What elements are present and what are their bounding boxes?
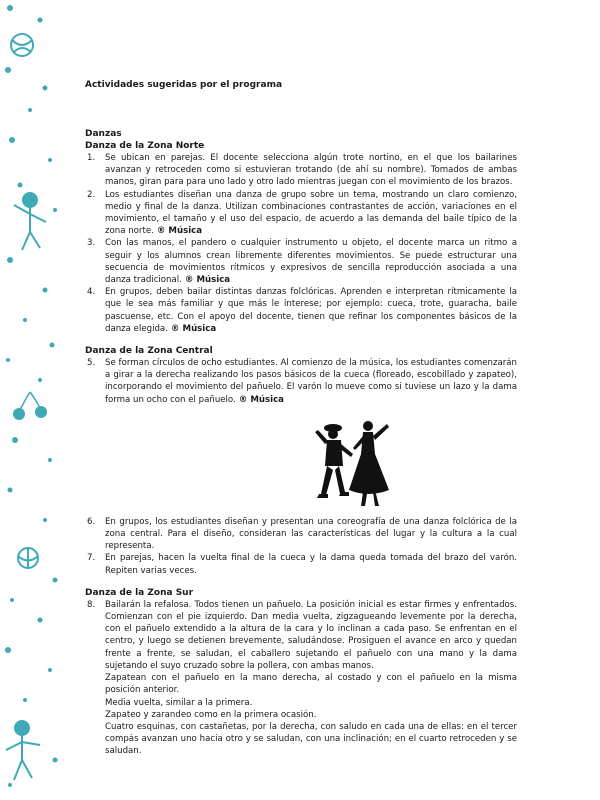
item-text: Se forman círculos de ocho estudiantes. Al comienzo de la música, los estudiantes comenzarán a girar a la derecha realizando los pasos básicos de la cueca (floreado, escobillado y zapateo), incorporando el movimiento del pañuelo. El varón lo mueve como si tuviese un lazo y la dama forma un ocho con el pañuelo.	[105, 358, 517, 405]
item-number: 2.	[87, 189, 96, 200]
list-central	[85, 357, 517, 406]
musica-reference: ® Música	[235, 394, 284, 405]
extra-step: Zapateo y zarandeo como en la primera ocasión.	[105, 709, 317, 720]
extra-step: Cuatro esquinas, con castañetas, por la derecha, con saludo en cada una de ellas: en el tercer compás avanzan uno hacia otro y se saludan, con una inclinación; en el cuarto retroceden y se saludan.	[105, 721, 517, 757]
list-item	[85, 357, 517, 406]
item-number: 5.	[87, 358, 96, 369]
list-item	[85, 152, 517, 189]
item-text: Con las manos, el pandero o cualquier instrumento u objeto, el docente marca un ritmo a seguir y los alumnos crean libremente diferentes movimientos. Se puede estructurar una secuencia de movimientos rítmicos y expresivos de sencilla reproducción asociada a una danza tradicional.	[105, 238, 517, 286]
item-number: 4.	[87, 287, 96, 298]
extra-step: Zapatean con el pañuelo en la mano derecha, al costado y con el pañuelo en la misma posición anterior.	[105, 673, 517, 696]
margin-decoration	[0, 0, 70, 800]
musica-reference: ® Música	[167, 323, 217, 334]
list-sur	[85, 599, 517, 672]
item-text: En parejas, hacen la vuelta final de la cueca y la dama queda tomada del brazo del varón. Repiten varias veces.	[105, 553, 517, 576]
zone-heading-central: Danza de la Zona Central	[85, 346, 213, 357]
list-item	[85, 599, 517, 672]
illustration-area	[85, 406, 517, 516]
section-heading: Danzas	[85, 129, 122, 139]
item-text: Se ubican en parejas. El docente selecciona algún trote nortino, en el que los bailarines avanzan y retroceden como si estuvieran trotando (de ahí su nombre). Tomados de ambas manos, giran para para uno lado y otro lado mientras juegan con el movimiento de los brazos.	[105, 153, 517, 188]
list-norte	[85, 152, 517, 335]
sur-extra-steps	[85, 672, 517, 757]
zone-heading-sur: Danza de la Zona Sur	[85, 587, 194, 598]
zone-heading-norte: Danza de la Zona Norte	[85, 141, 205, 151]
item-text: En grupos, deben bailar distintas danzas folclóricas. Aprenden e interpretan rítmicamente la que le sea más familiar y que más le interese; por ejemplo: cueca, trote, guaracha, baile pascuense, etc. Con el apoyo del docente, tienen que refinar los componentes básicos de la danza elegida.	[105, 287, 517, 334]
list-item	[85, 237, 517, 286]
list-central-after	[85, 516, 517, 577]
list-item	[85, 189, 517, 238]
item-number: 1.	[87, 153, 96, 163]
document-body	[85, 80, 517, 758]
item-number: 3.	[87, 238, 96, 249]
musica-reference: ® Música	[181, 275, 231, 286]
musica-reference: ® Música	[153, 226, 203, 237]
item-text: Bailarán la refalosa. Todos tienen un pañuelo. La posición inicial es estar firmes y enfrentados. Comienzan con el pie izquierdo. Dan media vuelta, zigzagueando levemente por la derecha, con el pañuelo extendido a la altura de la cara y lo inclinan a cada paso. Se enfrentan en el centro, y luego se detienen brevemente, saludándose. Prosiguen el avance en arco y quedan frente a frente, se saludan, el caballero sujetando el pañuelo con una mano y la dama sujetando el suyo cruzado sobre la pollera, con ambas manos.	[105, 599, 517, 671]
page-title: Actividades sugeridas por el programa	[85, 80, 283, 90]
list-item	[85, 286, 517, 335]
item-text: En grupos, los estudiantes diseñan y presentan una coreografía de una danza folclórica de la zona central. Para el diseño, consideran las características del lugar y la cultura a la cual representa.	[105, 516, 517, 552]
item-number: 8.	[87, 599, 96, 610]
list-item	[85, 516, 517, 553]
list-item	[85, 552, 517, 576]
item-number: 7.	[87, 553, 96, 564]
item-text: Los estudiantes diseñan una danza de grupo sobre un tema, mostrando un claro comienzo, medio y final de la danza. Utilizan combinaciones contrastantes de acción, variaciones en el movimiento, el tamaño y el uso del espacio, de acuerdo a las demanda del baile típico de la zona norte.	[105, 189, 517, 237]
item-number: 6.	[87, 516, 96, 527]
extra-step: Media vuelta, similar a la primera.	[105, 697, 253, 708]
dancing-couple-illustration	[313, 414, 393, 510]
